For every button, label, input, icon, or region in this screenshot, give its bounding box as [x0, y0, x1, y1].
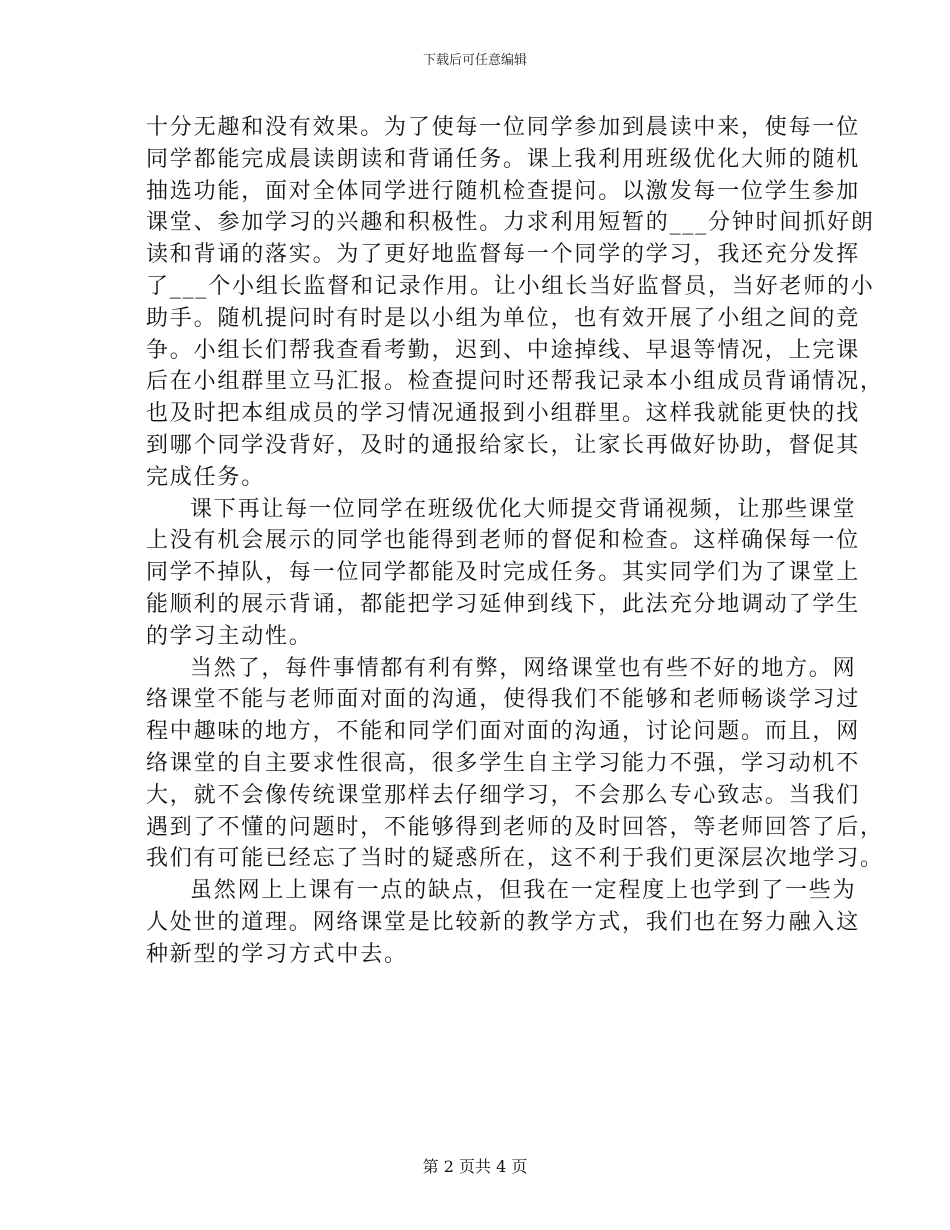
text-line: 也及时把本组成员的学习情况通报到小组群里。这样我就能更快的找	[146, 401, 861, 427]
text-line: 大，就不会像传统课堂那样去仔细学习，不会那么专心致志。当我们	[146, 782, 861, 808]
page-number-footer: 第 2 页共 4 页	[422, 1157, 528, 1176]
text-line: 同学不掉队，每一位同学都能及时完成任务。其实同学们为了课堂上	[146, 560, 861, 586]
text-line: 络课堂的自主要求性很高，很多学生自主学习能力不强，学习动机不	[146, 750, 861, 776]
text-line: 上没有机会展示的同学也能得到老师的督促和检查。这样确保每一位	[146, 528, 861, 554]
paragraph-4	[146, 875, 861, 970]
text-line: 课下再让每一位同学在班级优化大师提交背诵视频，让那些课堂	[190, 496, 857, 522]
text-line: 种新型的学习方式中去。	[146, 941, 408, 967]
text-line: 课堂、参加学习的兴趣和积极性。力求利用短暂的___分钟时间抓好朗	[146, 210, 875, 236]
paragraph-1	[146, 112, 884, 494]
text-line: 争。小组长们帮我查看考勤，迟到、中途掉线、早退等情况，上完课	[146, 337, 861, 363]
text-line: 到哪个同学没背好，及时的通报给家长，让家长再做好协助，督促其	[146, 432, 861, 458]
paragraph-3	[146, 653, 884, 876]
text-line: 我们有可能已经忘了当时的疑惑所在，这不利于我们更深层次地学习。	[146, 846, 884, 872]
text-line: 了___个小组长监督和记录作用。让小组长当好监督员，当好老师的小	[146, 273, 875, 299]
text-line: 十分无趣和没有效果。为了使每一位同学参加到晨读中来，使每一位	[146, 115, 861, 140]
text-line: 络课堂不能与老师面对面的沟通，使得我们不能够和老师畅谈学习过	[146, 687, 861, 713]
text-line: 同学都能完成晨读朗读和背诵任务。课上我利用班级优化大师的随机	[146, 146, 861, 172]
text-line: 当然了，每件事情都有利有弊，网络课堂也有些不好的地方。网	[190, 655, 857, 681]
text-line: 后在小组群里立马汇报。检查提问时还帮我记录本小组成员背诵情况，	[146, 369, 884, 395]
document-body	[146, 112, 884, 971]
paragraph-2	[146, 494, 861, 653]
text-line: 人处世的道理。网络课堂是比较新的教学方式，我们也在努力融入这	[146, 909, 861, 935]
text-line: 助手。随机提问时有时是以小组为单位，也有效开展了小组之间的竞	[146, 305, 861, 331]
text-line: 完成任务。	[146, 464, 266, 490]
text-line: 能顺利的展示背诵，都能把学习延伸到线下，此法充分地调动了学生	[146, 591, 861, 617]
text-line: 读和背诵的落实。为了更好地监督每一个同学的学习，我还充分发挥	[146, 242, 861, 268]
page-header: 下载后可任意编辑	[422, 53, 527, 68]
text-line: 抽选功能，面对全体同学进行随机检查提问。以激发每一位学生参加	[146, 178, 861, 204]
text-line: 虽然网上上课有一点的缺点，但我在一定程度上也学到了一些为	[190, 878, 857, 904]
text-line: 程中趣味的地方，不能和同学们面对面的沟通，讨论问题。而且，网	[146, 719, 861, 745]
text-line: 遇到了不懂的问题时，不能够得到老师的及时回答，等老师回答了后，	[146, 814, 884, 840]
text-line: 的学习主动性。	[146, 623, 313, 649]
